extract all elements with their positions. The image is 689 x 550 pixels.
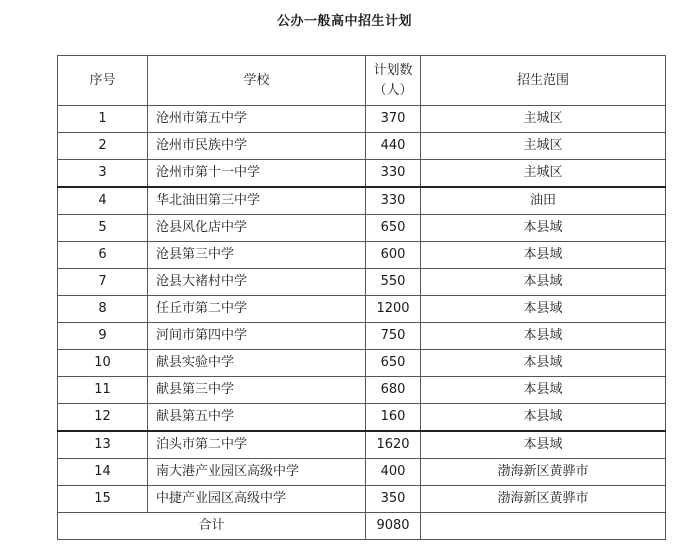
- header-scope: 招生范围: [421, 56, 666, 106]
- table-header: [58, 56, 666, 106]
- cell-school: 任丘市第二中学: [148, 296, 366, 323]
- enrollment-plan-table: [57, 55, 666, 540]
- cell-school: 沧县第三中学: [148, 242, 366, 269]
- cell-school: 沧州市民族中学: [148, 133, 366, 160]
- cell-count: 600: [366, 242, 421, 269]
- table-row: [58, 296, 666, 323]
- cell-scope: 本县域: [421, 242, 666, 269]
- cell-count: 400: [366, 459, 421, 486]
- cell-count: 650: [366, 350, 421, 377]
- table-row: [58, 431, 666, 459]
- table-row: [58, 350, 666, 377]
- cell-scope: 本县域: [421, 404, 666, 432]
- cell-idx: 11: [58, 377, 148, 404]
- cell-school: 沧县大褚村中学: [148, 269, 366, 296]
- cell-school: 献县第三中学: [148, 377, 366, 404]
- total-label: 合计: [58, 513, 366, 540]
- cell-count: 370: [366, 106, 421, 133]
- cell-scope: 渤海新区黄骅市: [421, 486, 666, 513]
- table-row: [58, 242, 666, 269]
- table-row: [58, 133, 666, 160]
- cell-school: 献县实验中学: [148, 350, 366, 377]
- cell-scope: 主城区: [421, 106, 666, 133]
- table-row: [58, 486, 666, 513]
- cell-idx: 13: [58, 431, 148, 459]
- cell-school: 河间市第四中学: [148, 323, 366, 350]
- table-row: [58, 323, 666, 350]
- cell-scope: 本县域: [421, 215, 666, 242]
- cell-idx: 8: [58, 296, 148, 323]
- cell-school: 华北油田第三中学: [148, 187, 366, 215]
- table-row: [58, 106, 666, 133]
- cell-school: 南大港产业园区高级中学: [148, 459, 366, 486]
- header-school: 学校: [148, 56, 366, 106]
- total-count: 9080: [366, 513, 421, 540]
- cell-count: 680: [366, 377, 421, 404]
- cell-idx: 2: [58, 133, 148, 160]
- table-row: [58, 187, 666, 215]
- cell-school: 中捷产业园区高级中学: [148, 486, 366, 513]
- cell-scope: 本县域: [421, 323, 666, 350]
- cell-idx: 10: [58, 350, 148, 377]
- cell-count: 160: [366, 404, 421, 432]
- cell-idx: 6: [58, 242, 148, 269]
- table-row: [58, 160, 666, 188]
- cell-count: 440: [366, 133, 421, 160]
- cell-count: 350: [366, 486, 421, 513]
- header-row: [58, 56, 666, 106]
- cell-count: 330: [366, 160, 421, 188]
- table-body: [58, 106, 666, 540]
- cell-idx: 9: [58, 323, 148, 350]
- cell-school: 泊头市第二中学: [148, 431, 366, 459]
- table-row: [58, 269, 666, 296]
- cell-idx: 14: [58, 459, 148, 486]
- cell-count: 1200: [366, 296, 421, 323]
- cell-idx: 3: [58, 160, 148, 188]
- total-row: [58, 513, 666, 540]
- cell-scope: 本县域: [421, 431, 666, 459]
- cell-scope: 本县域: [421, 377, 666, 404]
- cell-idx: 15: [58, 486, 148, 513]
- total-scope: [421, 513, 666, 540]
- cell-count: 650: [366, 215, 421, 242]
- cell-scope: 本县域: [421, 296, 666, 323]
- header-count: [366, 56, 421, 106]
- cell-school: 沧县风化店中学: [148, 215, 366, 242]
- cell-scope: 主城区: [421, 160, 666, 188]
- cell-scope: 主城区: [421, 133, 666, 160]
- table-row: [58, 377, 666, 404]
- cell-idx: 5: [58, 215, 148, 242]
- cell-school: 沧州市第五中学: [148, 106, 366, 133]
- table-row: [58, 215, 666, 242]
- cell-count: 550: [366, 269, 421, 296]
- table-row: [58, 459, 666, 486]
- page-title: 公办一般高中招生计划: [276, 14, 412, 29]
- cell-idx: 1: [58, 106, 148, 133]
- cell-scope: 本县域: [421, 269, 666, 296]
- cell-scope: 渤海新区黄骅市: [421, 459, 666, 486]
- table-row: [58, 404, 666, 432]
- cell-count: 750: [366, 323, 421, 350]
- cell-school: 献县第五中学: [148, 404, 366, 432]
- cell-count: 1620: [366, 431, 421, 459]
- header-count-line1: 计划数: [373, 62, 413, 78]
- cell-scope: 本县域: [421, 350, 666, 377]
- header-count-line2: （人）: [373, 82, 413, 98]
- cell-scope: 油田: [421, 187, 666, 215]
- header-idx: 序号: [58, 56, 148, 106]
- cell-idx: 12: [58, 404, 148, 432]
- cell-idx: 7: [58, 269, 148, 296]
- cell-school: 沧州市第十一中学: [148, 160, 366, 188]
- cell-count: 330: [366, 187, 421, 215]
- cell-idx: 4: [58, 187, 148, 215]
